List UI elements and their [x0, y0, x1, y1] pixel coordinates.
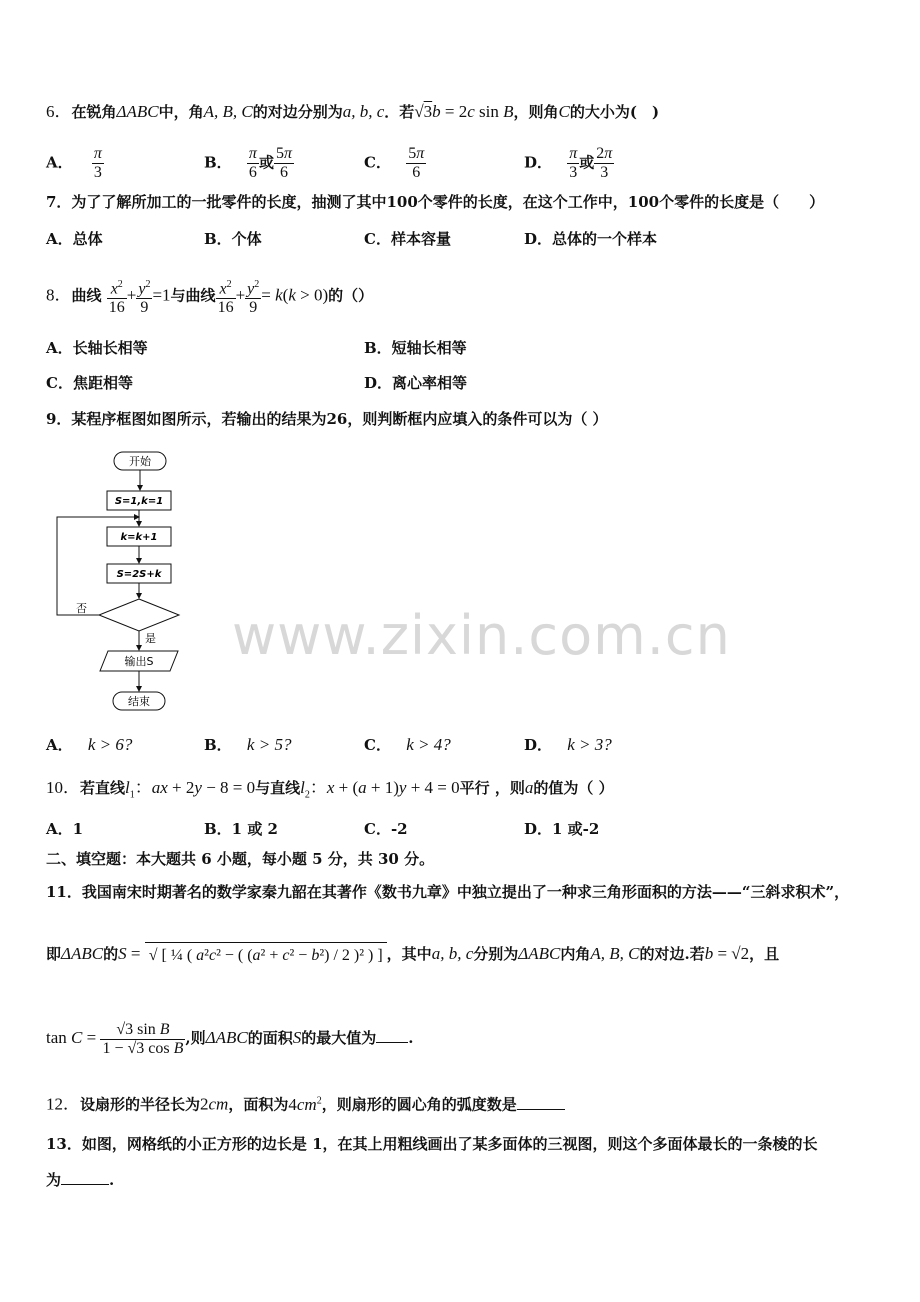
q7-option-b[interactable]: B．个体 [204, 230, 262, 248]
q8-option-a[interactable]: A．长轴长相等 [46, 339, 148, 357]
q6-option-b[interactable]: B． $\frac{\pi}{6}$ 或 $\frac{5\pi}{6}$ [204, 145, 292, 181]
flow-start-text: 开始 [129, 455, 151, 468]
flow-end-text: 结束 [128, 695, 150, 708]
q6-option-a[interactable]: A． $\frac{\pi}{3}$ [46, 145, 102, 181]
flow-step1-text: k=k+1 [120, 532, 158, 543]
q10-option-d[interactable]: D．1 或-2 [524, 820, 600, 838]
q12-answer-blank[interactable] [517, 1095, 565, 1110]
section-2-heading: 二、填空题：本大题共 6 小题，每小题 5 分，共 30 分。 [46, 850, 435, 868]
watermark: www.zixin.com.cn [232, 604, 731, 667]
question-6: 6．在锐角ΔABC中，角A, B, C的对边分别为a, b, c．若√3b = 2c sin B，则角C的大小为( ) [46, 102, 660, 121]
q8-option-d[interactable]: D．离心率相等 [364, 374, 468, 392]
question-7: 7．为了了解所加工的一批零件的长度，抽测了其中100个零件的长度，在这个工作中，100个零件的长度是（ ） [46, 193, 825, 211]
q9-option-a[interactable]: A． k > 6? [46, 735, 133, 754]
q8-option-b[interactable]: B．短轴长相等 [364, 339, 467, 357]
q13-answer-blank[interactable] [61, 1170, 109, 1185]
question-11-line3: tan C = $\frac{\text{√3 sin B}}{\text{1 − √3 cos B}}$ ,则ΔABC的面积S的最大值为 . [46, 1020, 414, 1057]
q10-option-b[interactable]: B．1 或 2 [204, 820, 278, 838]
flow-decision [99, 599, 179, 631]
flow-no-label: 否 [76, 602, 87, 615]
q8-option-c[interactable]: C．焦距相等 [46, 374, 133, 392]
question-13-line1: 13．如图，网格纸的小正方形的边长是 1，在其上用粗线画出了某多面体的三视图，则这个多面体最长的一条棱的长 [46, 1135, 818, 1153]
question-11-line2: 即ΔABC的S = √ [ ¼ ( a²c² − ( (a² + c² − b²) / 2 )² ) ] ，其中a, b, c分别为ΔABC内角A, B, C的对边.若b = √2，且 [46, 926, 779, 982]
q6-option-d[interactable]: D． $\frac{\pi}{3}$ 或 $\frac{2\pi}{3}$ [524, 145, 613, 181]
q7-option-a[interactable]: A．总体 [46, 230, 103, 248]
question-12: 12．设扇形的半径长为2cm，面积为$4cm^2$，则扇形的圆心角的弧度数是 [46, 1091, 565, 1115]
flow-output-text: 输出S [124, 655, 154, 668]
q11-answer-blank[interactable] [376, 1028, 408, 1043]
question-13-line2: 为 . [46, 1171, 115, 1189]
question-8: 8．曲线 $\frac{x^2}{16}$ + $\frac{y^2}{9}$ =1与曲线 $\frac{x^2}{16}$ + $\frac{y^2}{9}$ = k(k > 0)的（） [46, 276, 373, 317]
question-11-line1: 11．我国南宋时期著名的数学家秦九韶在其著作《数书九章》中独立提出了一种求三角形面积的方法——“三斜求积术”， [46, 883, 850, 901]
question-10: 10．若直线$l_1$：ax + 2y − 8 = 0与直线$l_2$：x + (a + 1)y + 4 = 0平行 ，则a的值为（ ） [46, 778, 614, 801]
q7-option-c[interactable]: C．样本容量 [364, 230, 451, 248]
q10-option-c[interactable]: C．-2 [364, 820, 408, 838]
flow-init-text: S=1,k=1 [114, 496, 164, 507]
flow-step2-text: S=2S+k [116, 569, 162, 580]
q9-option-d[interactable]: D． k > 3? [524, 735, 612, 754]
flow-yes-label: 是 [145, 632, 156, 645]
q10-option-a[interactable]: A．1 [46, 820, 84, 838]
q9-option-c[interactable]: C． k > 4? [364, 735, 451, 754]
flowchart [50, 446, 190, 718]
q6-option-c[interactable]: C． $\frac{5\pi}{6}$ [364, 145, 425, 181]
question-9: 9．某程序框图如图所示，若输出的结果为26，则判断框内应填入的条件可以为（ ） [46, 410, 608, 428]
q6-equation: √3b = 2c sin B [414, 102, 514, 121]
q11-formula: √ [ ¼ ( a²c² − ( (a² + c² − b²) / 2 )² ) ] [145, 942, 387, 969]
q9-option-b[interactable]: B． k > 5? [204, 735, 292, 754]
q7-option-d[interactable]: D．总体的一个样本 [524, 230, 658, 248]
